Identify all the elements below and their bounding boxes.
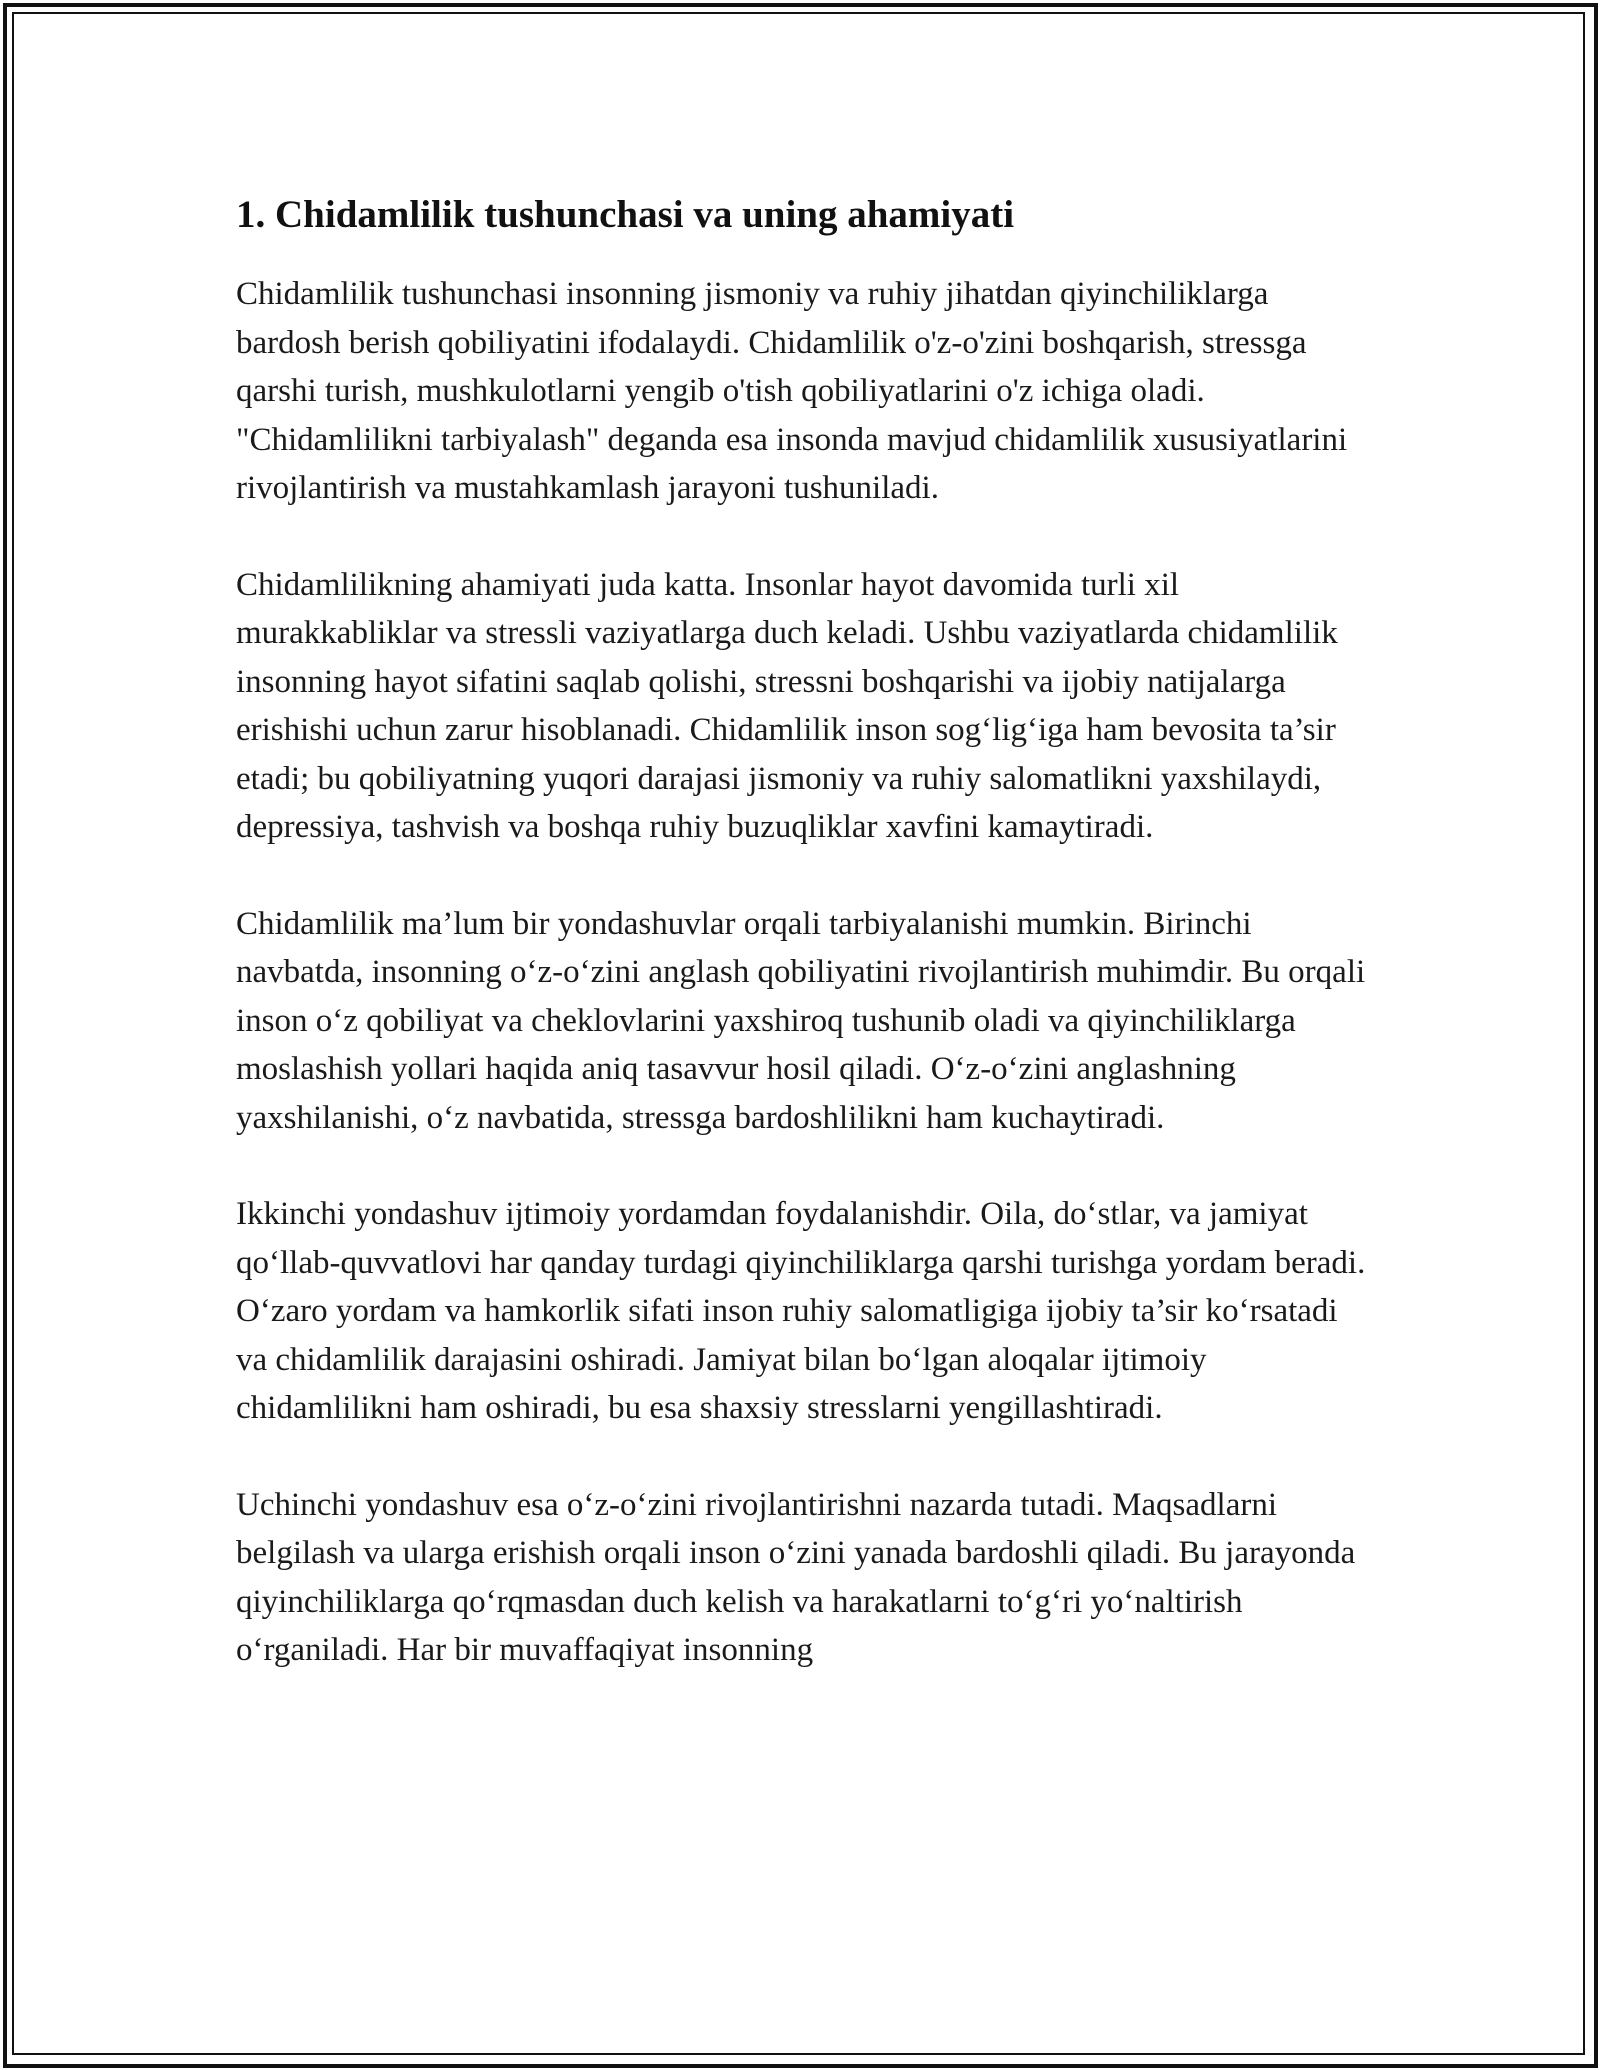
paragraph-third-approach: Uchinchi yondashuv esa o‘z-o‘zini rivojlantirishni nazarda tutadi. Maqsadlarni belgilash va ularga erishish orqali inson o‘zini yanada bardoshli qiladi. Bu jarayonda qiyinchiliklarga qo‘rqmasdan duch kelish va harakatlarni to‘g‘ri yo‘naltirish o‘rganiladi. Har bir muvaffaqiyat insonning [236,1486,1356,1668]
paragraph-definition: Chidamlilik tushunchasi insonning jismoniy va ruhiy jihatdan qiyinchiliklarga bardosh berish qobiliyatini ifodalaydi. Chidamlilik o'z-o'zini boshqarish, stressga qarshi turish, mushkulotlarni yengib o'tish qobiliyatlarini o'z ichiga oladi. "Chidamlilikni tarbiyalash" deganda esa insonda mavjud chidamlilik xususiyatlarini rivojlantirish va mustahkamlash jarayoni tushuniladi. [236,276,1348,506]
paragraph-importance: Chidamlilikning ahamiyati juda katta. Insonlar hayot davomida turli xil murakkabliklar va stressli vaziyatlarga duch keladi. Ushbu vaziyatlarda chidamlilik insonning hayot sifatini saqlab qolishi, stressni boshqarishi va ijobiy natijalarga erishishi uchun zarur hisoblanadi. Chidamlilik inson sog‘lig‘iga ham bevosita ta’sir etadi; bu qobiliyatning yuqori darajasi jismoniy va ruhiy salomatlikni yaxshilaydi, depressiya, tashvish va boshqa ruhiy buzuqliklar xavfini kamaytiradi. [236,566,1338,845]
paragraph-second-approach: Ikkinchi yondashuv ijtimoiy yordamdan foydalanishdir. Oila, do‘stlar, va jamiyat qo‘llab-quvvatlovi har qanday turdagi qiyinchiliklarga qarshi turishga yordam beradi. O‘zaro yordam va hamkorlik sifati inson ruhiy salomatligiga ijobiy ta’sir ko‘rsatadi va chidamlilik darajasini oshiradi. Jamiyat bilan bo‘lgan aloqalar ijtimoiy chidamlilikni ham oshiradi, bu esa shaxsiy stresslarni yengillashtiradi. [236,1196,1366,1426]
paragraph-first-approach: Chidamlilik ma’lum bir yondashuvlar orqali tarbiyalanishi mumkin. Birinchi navbatda, insonning o‘z-o‘zini anglash qobiliyatini rivojlantirish muhimdir. Bu orqali inson o‘z qobiliyat va cheklovlarini yaxshiroq tushunib oladi va qiyinchiliklarga moslashish yollari haqida aniq tasavvur hosil qiladi. O‘z-o‘zini anglashning yaxshilanishi, o‘z navbatida, stressga bardoshlilikni ham kuchaytiradi. [236,905,1366,1136]
document-body [236,188,1376,1723]
section-heading: 1. Chidamlilik tushunchasi va uning ahamiyati [236,193,1015,236]
